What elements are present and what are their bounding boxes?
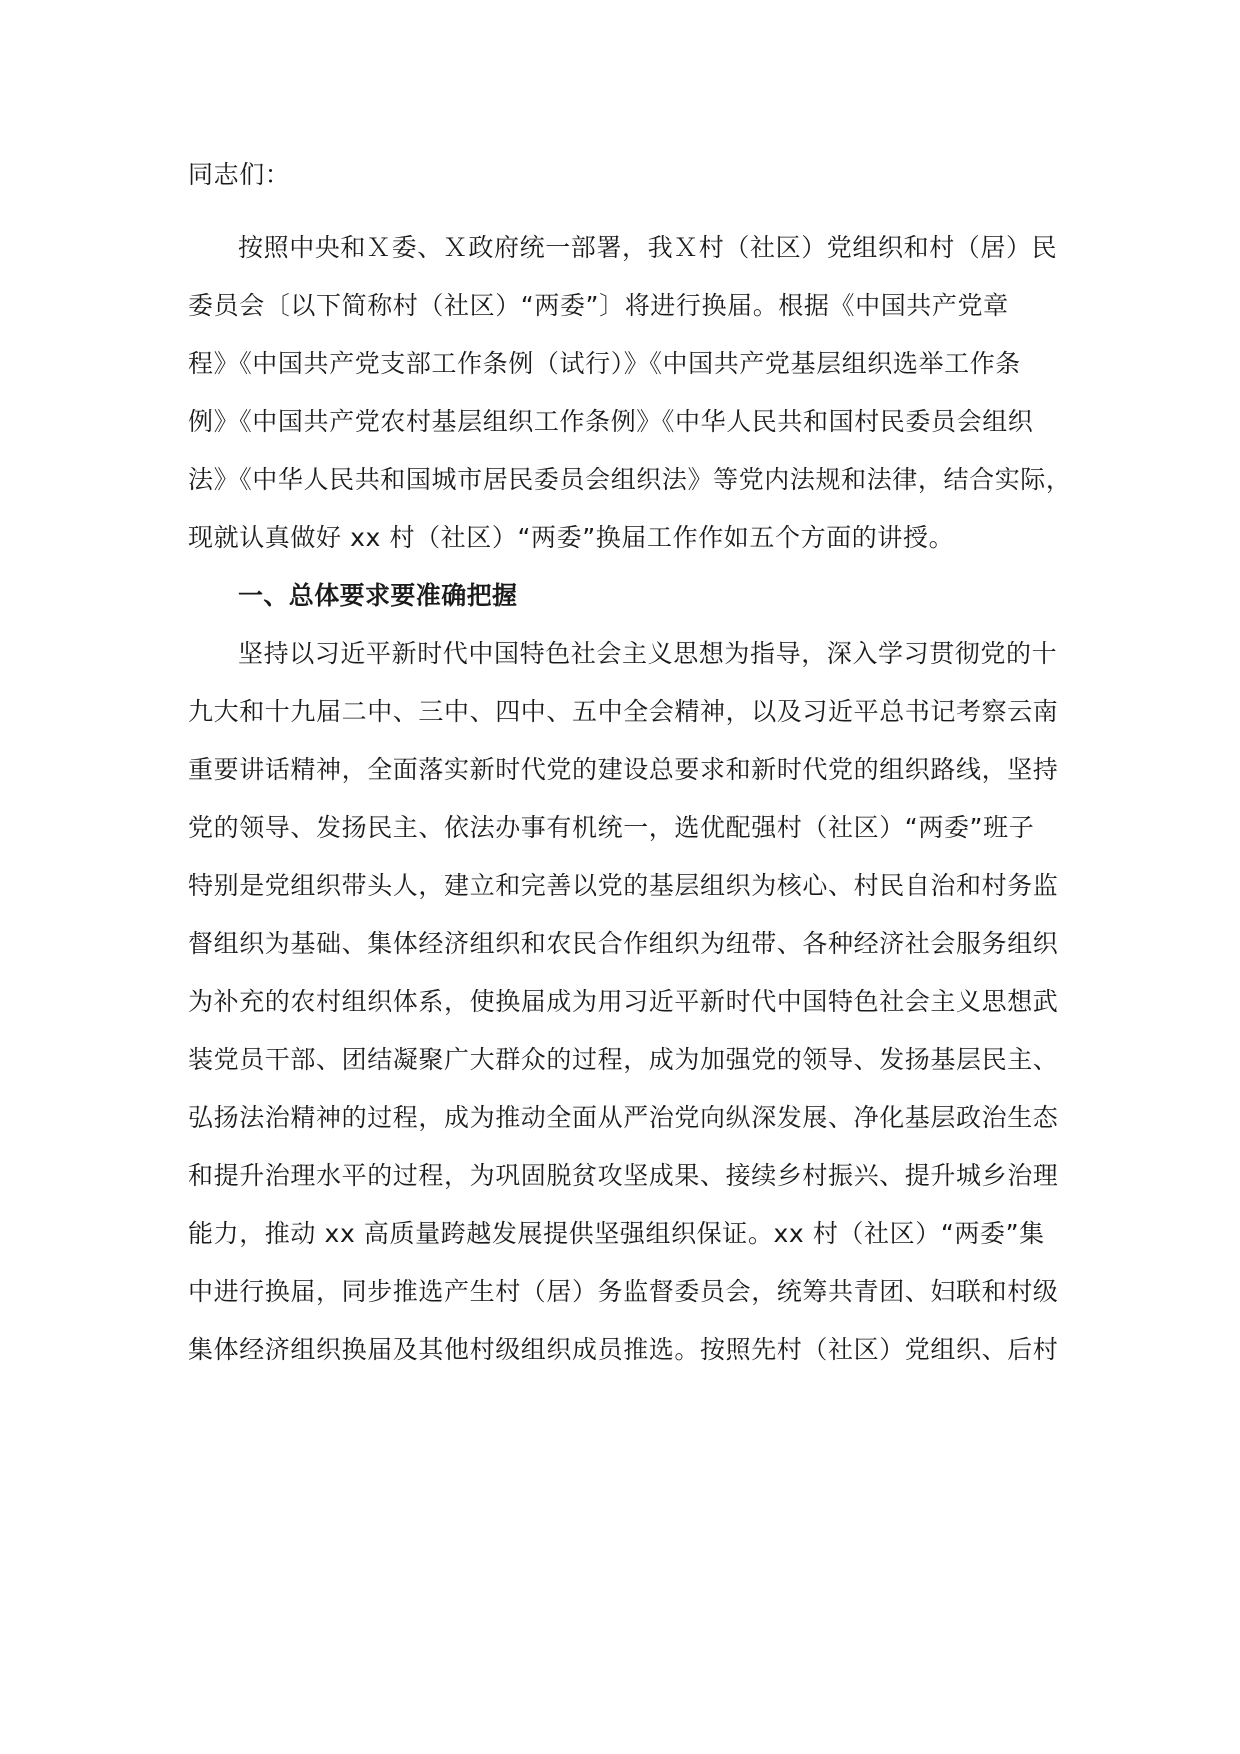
body-paragraph-line: 重要讲话精神，全面落实新时代党的建设总要求和新时代党的组织路线，坚持 <box>188 755 1059 784</box>
intro-paragraph-line: 按照中央和Ｘ委、Ｘ政府统一部署，我Ｘ村（社区）党组织和村（居）民 <box>238 233 1058 262</box>
body-paragraph-line: 和提升治理水平的过程，为巩固脱贫攻坚成果、接续乡村振兴、提升城乡治理 <box>188 1161 1059 1190</box>
body-paragraph-line: 中进行换届，同步推选产生村（居）务监督委员会，统筹共青团、妇联和村级 <box>188 1277 1059 1306</box>
intro-paragraph-line: 委员会〔以下简称村（社区）“两委”〕将进行换届。根据《中国共产党章 <box>188 291 1009 320</box>
body-paragraph-line: 为补充的农村组织体系，使换届成为用习近平新时代中国特色社会主义思想武 <box>188 987 1059 1016</box>
body-paragraph-line: 督组织为基础、集体经济组织和农民合作组织为纽带、各种经济社会服务组织 <box>188 929 1059 958</box>
body-paragraph-line: 弘扬法治精神的过程，成为推动全面从严治党向纵深发展、净化基层政治生态 <box>188 1103 1059 1132</box>
body-paragraph-line: 特别是党组织带头人，建立和完善以党的基层组织为核心、村民自治和村务监 <box>188 871 1059 900</box>
body-paragraph-line: 能力，推动 xx 高质量跨越发展提供坚强组织保证。xx 村（社区）“两委”集 <box>188 1219 1045 1248</box>
intro-paragraph-line: 现就认真做好 xx 村（社区）“两委”换届工作作如五个方面的讲授。 <box>188 523 955 552</box>
section-heading: 一、总体要求要准确把握 <box>238 581 518 610</box>
intro-paragraph-line: 例》《中国共产党农村基层组织工作条例》《中华人民共和国村民委员会组织 <box>188 407 1034 436</box>
body-paragraph-line: 坚持以习近平新时代中国特色社会主义思想为指导，深入学习贯彻党的十 <box>238 639 1058 668</box>
body-paragraph-line: 党的领导、发扬民主、依法办事有机统一，选优配强村（社区）“两委”班子 <box>188 813 1035 842</box>
salutation: 同志们： <box>188 160 291 189</box>
body-paragraph-line: 九大和十九届二中、三中、四中、五中全会精神，以及习近平总书记考察云南 <box>188 697 1059 726</box>
body-paragraph-line: 集体经济组织换届及其他村级组织成员推选。按照先村（社区）党组织、后村 <box>188 1335 1059 1364</box>
body-paragraph-line: 装党员干部、团结凝聚广大群众的过程，成为加强党的领导、发扬基层民主、 <box>188 1045 1059 1074</box>
intro-paragraph-line: 法》《中华人民共和国城市居民委员会组织法》等党内法规和法律，结合实际， <box>188 465 1072 494</box>
intro-paragraph-line: 程》《中国共产党支部工作条例（试行）》《中国共产党基层组织选举工作条 <box>188 349 1021 378</box>
